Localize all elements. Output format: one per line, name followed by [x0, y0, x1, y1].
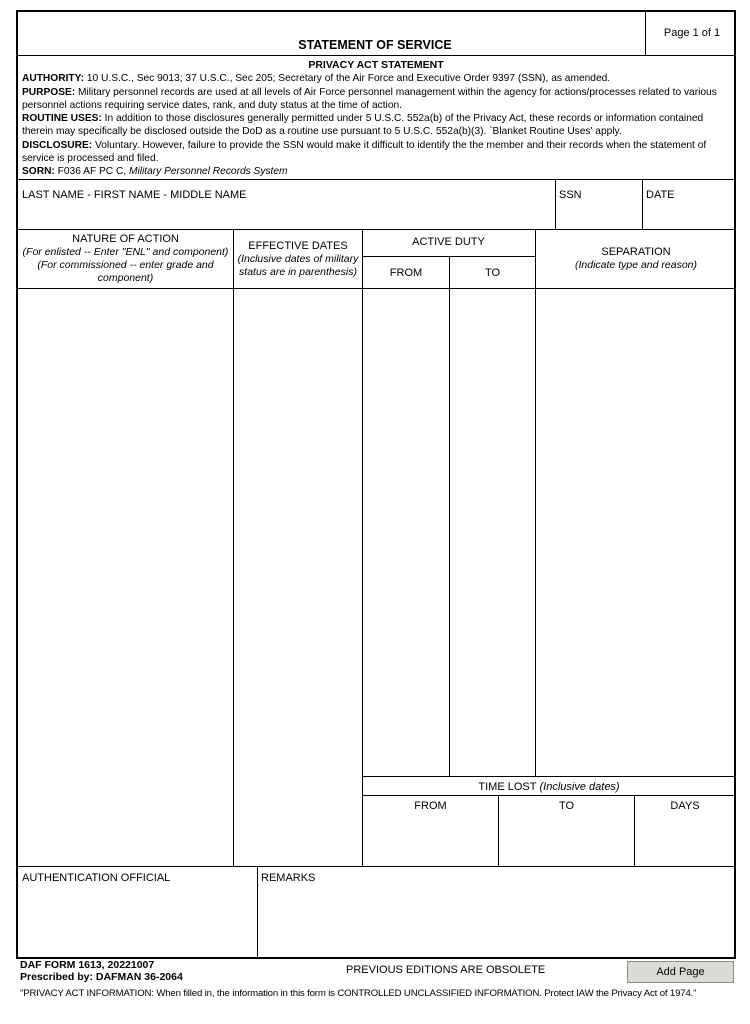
remarks-field[interactable]: [258, 888, 735, 956]
active-duty-from-field[interactable]: [363, 289, 448, 775]
add-page-button[interactable]: Add Page: [627, 961, 734, 983]
divider: [17, 179, 736, 180]
disclosure-paragraph: DISCLOSURE: Voluntary. However, failure to provide the SSN would make it difficult to identify the the member and their records when the statement of service is processed and filed.: [22, 139, 707, 165]
editions-note: PREVIOUS EDITIONS ARE OBSOLETE: [346, 964, 546, 976]
time-lost-days-header: DAYS: [670, 800, 700, 812]
name-field[interactable]: [18, 203, 554, 227]
remarks-label: REMARKS: [261, 872, 316, 884]
time-lost-from-header: FROM: [414, 800, 447, 812]
active-duty-header: ACTIVE DUTY: [412, 236, 485, 248]
divider: [362, 776, 736, 777]
divider: [362, 795, 736, 796]
active-duty-to-header: TO: [484, 267, 501, 279]
divider: [17, 55, 736, 56]
effective-dates-field[interactable]: [234, 289, 361, 865]
privacy-act-statement: [22, 59, 730, 179]
ssn-label: SSN: [559, 189, 582, 201]
divider: [17, 866, 736, 867]
privacy-notice: "PRIVACY ACT INFORMATION: When filled in, the information in this form is CONTROLLED UNCLASSIFIED INFORMATION. Protect IAW the Privacy Act of 1974.": [20, 988, 697, 999]
date-field[interactable]: [643, 203, 735, 227]
separation-field[interactable]: [536, 289, 735, 775]
time-lost-days-field[interactable]: [635, 816, 735, 864]
divider: [645, 12, 646, 55]
page-indicator: Page 1 of 1: [663, 27, 721, 39]
active-duty-to-field[interactable]: [450, 289, 534, 775]
time-lost-to-header: TO: [558, 800, 575, 812]
privacy-act-heading: PRIVACY ACT STATEMENT: [308, 59, 444, 71]
purpose-paragraph: PURPOSE: Military personnel records are used at all levels of Air Force personnel management within the agency for actions/processes related to various personnel actions requiring service dates, rank, and duty status at the time of action.: [22, 86, 717, 111]
name-label: LAST NAME - FIRST NAME - MIDDLE NAME: [22, 189, 247, 201]
authentication-official-label: AUTHENTICATION OFFICIAL: [22, 872, 171, 884]
authentication-official-field[interactable]: [18, 888, 256, 956]
time-lost-to-field[interactable]: [499, 816, 633, 864]
nature-of-action-field[interactable]: [18, 289, 232, 865]
routine-uses-paragraph: ROUTINE USES: In addition to those disclosures generally permitted under 5 U.S.C. 552a(b) of the Privacy Act, these records or information contained therein may specifically be disclosed outside the DoD as a routine use pursuant to 5 U.S.C. 552a(b)(3). `Blanket Routine Uses' apply.: [22, 113, 704, 138]
prescribed-by: Prescribed by: DAFMAN 36-2064: [20, 971, 183, 983]
form-title: STATEMENT OF SERVICE: [298, 38, 452, 52]
time-lost-header: TIME LOST (Inclusive dates): [478, 781, 620, 793]
time-lost-from-field[interactable]: [363, 816, 497, 864]
effective-dates-header: EFFECTIVE DATES (Inclusive dates of military status are in parenthesis): [237, 240, 359, 278]
active-duty-from-header: FROM: [389, 267, 423, 279]
ssn-field[interactable]: [556, 203, 641, 227]
separation-header: SEPARATION (Indicate type and reason): [575, 246, 697, 271]
date-label: DATE: [646, 189, 675, 201]
divider: [17, 229, 736, 230]
sorn-paragraph: SORN: F036 AF PC C, Military Personnel Records System: [22, 166, 288, 178]
authority-paragraph: AUTHORITY: 10 U.S.C., Sec 9013; 37 U.S.C., Sec 205; Secretary of the Air Force and Executive Order 9397 (SSN), as amended.: [22, 73, 611, 85]
nature-of-action-header: NATURE OF ACTION (For enlisted -- Enter "ENL" and component) (For commissioned -- enter grade and component): [22, 233, 229, 284]
form-number: DAF FORM 1613, 20221007: [20, 959, 155, 971]
